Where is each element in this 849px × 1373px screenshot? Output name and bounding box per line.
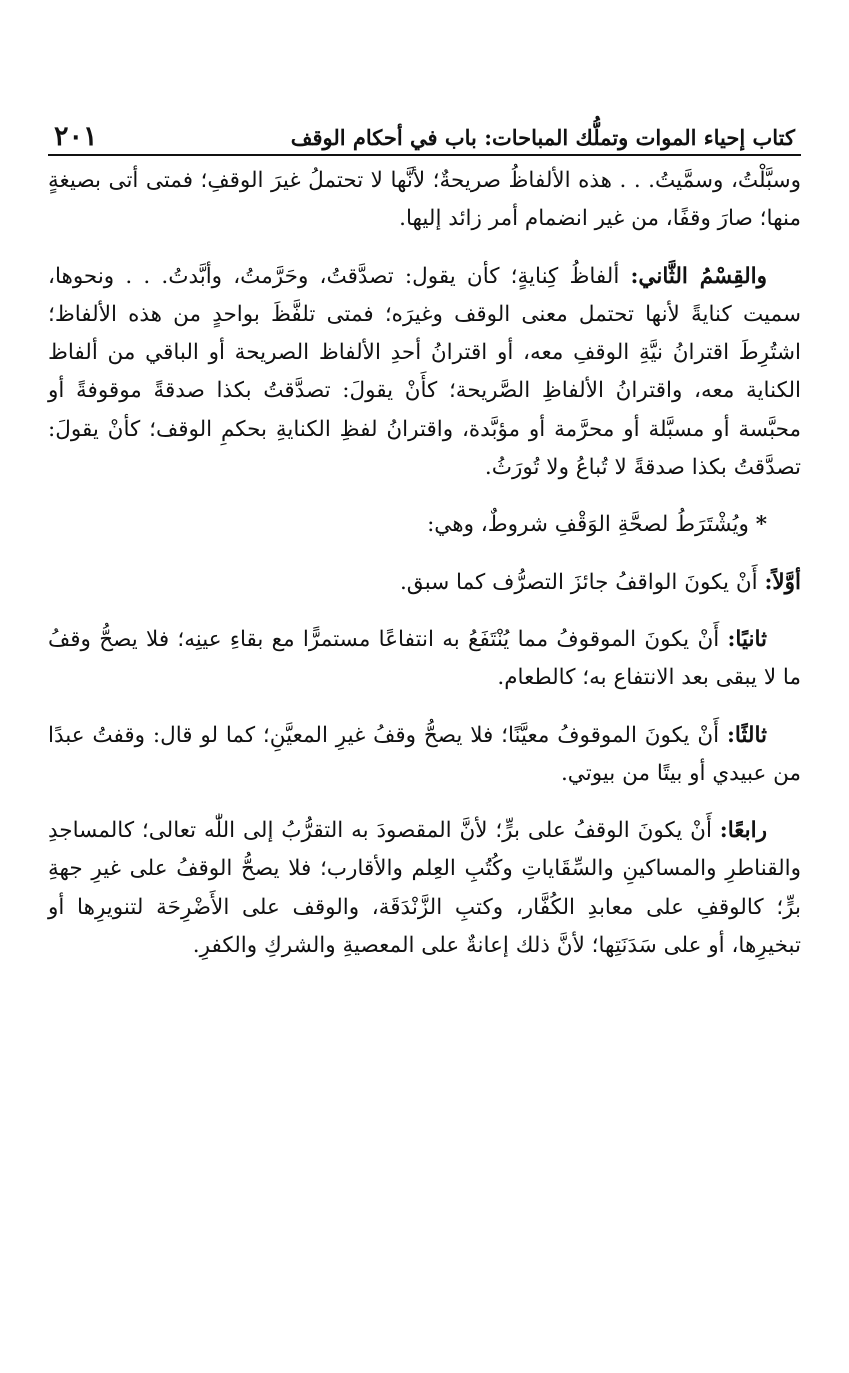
paragraph-text: أَنْ يكونَ الموقوفُ مما يُنْتَفَعُ به انتفاعًا مستمرًّا مع بقاءِ عينِه؛ فلا يصحُّ وقفُ ما لا يبقى بعد الانتفاع به؛ كالطعام.: [48, 626, 801, 691]
paragraph-condition-3: [48, 717, 801, 794]
paragraph-condition-2: [48, 621, 801, 698]
asterisk-marker: *: [755, 512, 767, 538]
paragraph-sareeh-words: وسبَّلْتُ، وسمَّيتُ. . . هذه الألفاظُ صريحةٌ؛ لأنَّها لا تحتملُ غيرَ الوقفِ؛ فمتى أتى بصيغةٍ منها؛ صارَ وقفًا، من غير انضمام أمر زائد إليها.: [48, 168, 801, 232]
page-number: ٢٠١: [54, 121, 98, 152]
paragraph-text: أَنْ يكونَ الواقفُ جائزَ التصرُّف كما سبق.: [399, 569, 765, 595]
paragraph-text: ألفاظُ كِنايةٍ؛ كأن يقول: تصدَّقتُ، وحَرَّمتُ، وأبَّدتُ. . . ونحوها، سميت كنايةً لأنها تحتمل معنى الوقف وغيرَه؛ فمتى تلفَّظَ بواحدٍ من هذه الألفاظ؛ اشتُرِطَ اقترانُ نيَّةِ الوقفِ معه، أو اقترانُ أحدِ الألفاظ الصريحة أو الباقي من ألفاظ الكناية معه، واقترانُ الألفاظِ الصَّريحة؛ كأَنْ يقولَ: تصدَّقتُ بكذا صدقةً موقوفةً أو محبَّسة أو مسبَّلة أو محرَّمة أو مؤبَّدة، واقترانُ لفظِ الكنايةِ بحكمِ الوقف؛ كأنْ يقولَ: تصدَّقتُ بكذا صدقةً لا تُباعُ ولا تُورَثُ.: [48, 263, 801, 481]
running-header: [48, 118, 801, 156]
condition-label-third: ثالثًا:: [726, 722, 767, 748]
section-heading-second: والقِسْمُ الثَّاني:: [630, 263, 767, 289]
paragraph-conditions-intro: [48, 506, 801, 544]
condition-label-fourth: رابعًا:: [719, 818, 767, 844]
paragraph-condition-1: [48, 564, 801, 602]
condition-label-second: ثانيًا:: [727, 626, 767, 652]
header-title: كتاب إحياء الموات وتملُّك المباحات: باب في أحكام الوقف: [290, 125, 795, 150]
condition-label-first: أوَّلاً:: [764, 569, 801, 595]
paragraph-text: أَنْ يكونَ الوقفُ على برٍّ؛ لأنَّ المقصودَ به التقرُّبُ إلى اللّٰه تعالى؛ كالمساجدِ والقناطرِ والمساكينِ والسِّقَاياتِ وكُتُبِ العِلم والأقارب؛ فلا يصحُّ الوقفُ على غيرِ جهةِ برٍّ؛ كالوقفِ على معابدِ الكُفَّار، وكتبِ الزَّنْدَقَة، والوقف على الأَضْرِحَة لتنويرِها أو تبخيرِها، أو على سَدَنَتِها؛ لأنَّ ذلك إعانةٌ على المعصيةِ والشركِ والكفرِ.: [48, 818, 801, 959]
paragraph-text: أَنْ يكونَ الموقوفُ معيَّنًا؛ فلا يصحُّ وقفُ غيرِ المعيَّنِ؛ كما لو قال: وقفتُ عبدًا من عبيدي أو بيتًا من بيوتي.: [48, 722, 801, 786]
body-text: [48, 162, 801, 965]
paragraph-text: ويُشْتَرَطُ لصحَّةِ الوَقْفِ شروطٌ، وهي:: [427, 512, 756, 538]
paragraph-kinaya-words: [48, 258, 801, 488]
paragraph-condition-4: [48, 812, 801, 965]
